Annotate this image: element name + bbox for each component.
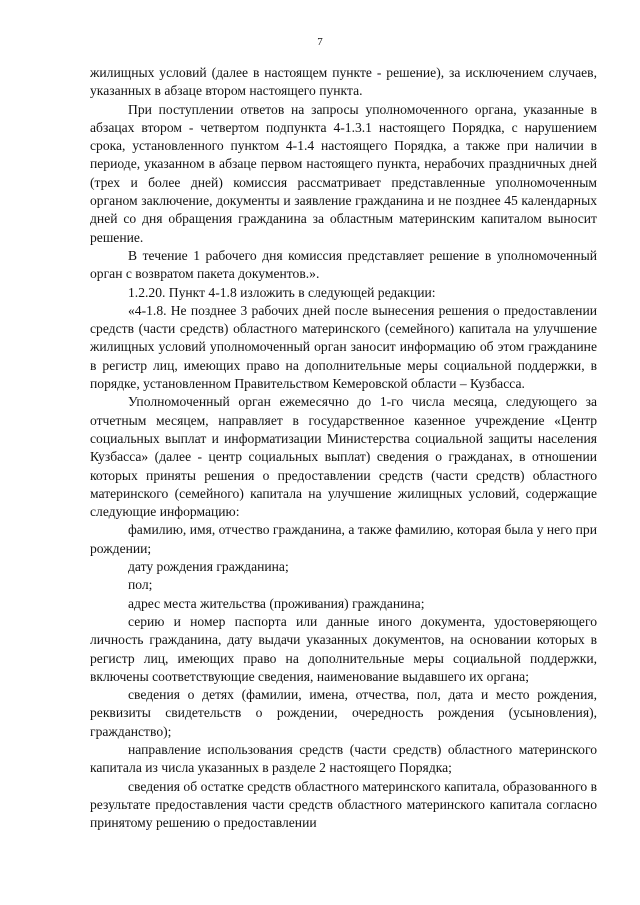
paragraph: 1.2.20. Пункт 4-1.8 изложить в следующей редакции: — [128, 284, 436, 300]
paragraph: сведения о детях (фамилии, имена, отчества, пол, дата и место рождения, реквизиты свидетельств о рождении, очередность рождения (усыновления), гражданство); — [90, 687, 597, 739]
paragraph: Уполномоченный орган ежемесячно до 1-го числа месяца, следующего за отчетным месяцем, направляет в государственное казенное учреждение «Центр социальных выплат и информатизации Министерства социальной защиты населения Кузбасса» (далее - центр социальных выплат) сведения о гражданах, в отношении которых приняты решения о предоставлении средств (части средств) областного материнского (семейного) капитала на улучшение жилищных условий, содержащие следующие информацию: — [90, 394, 597, 520]
paragraph: фамилию, имя, отчество гражданина, а также фамилию, которая была у него при рождении; — [90, 522, 597, 556]
paragraph: адрес места жительства (проживания) гражданина; — [128, 595, 425, 611]
page-number: 7 — [317, 36, 323, 48]
document-body — [90, 64, 597, 832]
paragraph: При поступлении ответов на запросы уполномоченного органа, указанные в абзацах втором - четвертом подпункта 4-1.3.1 настоящего Порядка, с нарушением срока, установленного пунктом 4-1.4 настоящего Порядка, а также при наличии в периоде, указанном в абзаце первом настоящего пункта, нерабочих праздничных дней (трех и более дней) комиссия рассматривает представленные уполномоченным органом заключение, документы и заявление гражданина и не позднее 45 календарных дней со дня обращения гражданина за областным материнским капиталом выносит решение. — [90, 101, 597, 245]
paragraph: В течение 1 рабочего дня комиссия представляет решение в уполномоченный орган с возвратом пакета документов.». — [90, 247, 597, 282]
paragraph: сведения об остатке средств областного материнского капитала, образованного в результате предоставления части средств областного материнского капитала согласно принятому решению о предоставлении — [90, 778, 597, 831]
paragraph: жилищных условий (далее в настоящем пункте - решение), за исключением случаев, указанных в абзаце втором настоящего пункта. — [90, 65, 597, 99]
paragraph: серию и номер паспорта или данные иного документа, удостоверяющего личность гражданина, дату выдачи указанных документов, на основании которых в регистр лиц, имеющих право на дополнительные меры социальной поддержки, включены соответствующие сведения, наименование выдавшего их органа; — [90, 613, 597, 684]
paragraph: дату рождения гражданина; — [128, 559, 289, 575]
paragraph: пол; — [128, 577, 153, 593]
paragraph: «4-1.8. Не позднее 3 рабочих дней после вынесения решения о предоставлении средств (части средств) областного материнского (семейного) капитала на улучшение жилищных условий уполномоченный орган заносит информацию об этом гражданине в регистр лиц, имеющих право на дополнительные меры социальной поддержки, в порядке, установленном Правительством Кемеровской области – Кузбасса. — [90, 302, 597, 392]
paragraph: направление использования средств (части средств) областного материнского капитала из числа указанных в разделе 2 настоящего Порядка; — [90, 741, 597, 776]
